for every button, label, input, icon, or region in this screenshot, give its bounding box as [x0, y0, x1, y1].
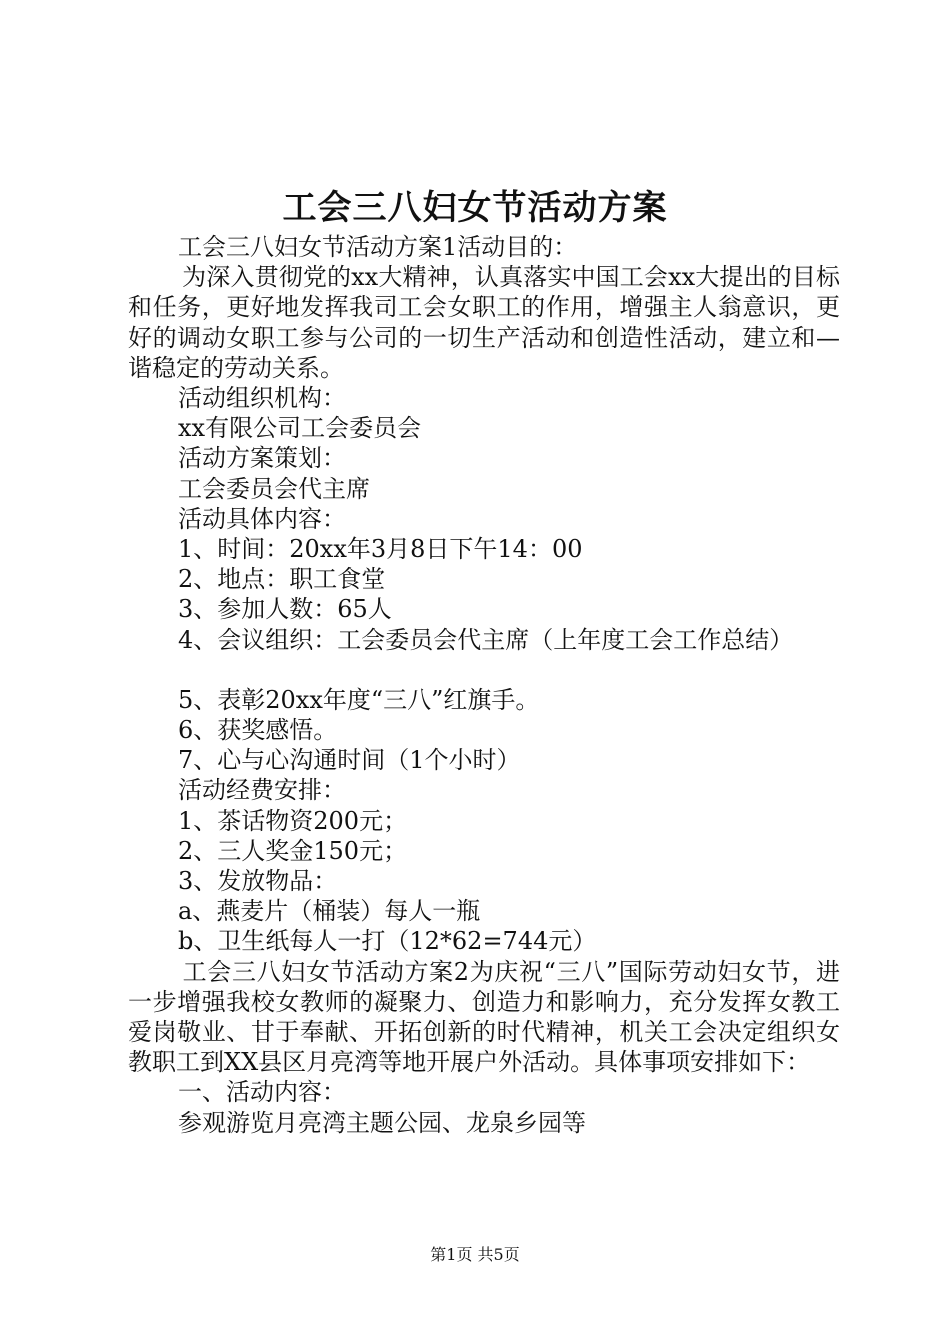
content-heading: 活动具体内容： [178, 504, 346, 533]
page-footer: 第1页 共5页 [430, 1245, 520, 1264]
budget-item-goods: 3、发放物品： [178, 867, 338, 895]
content-item-place: 2、地点：职工食堂 [178, 565, 386, 594]
budget-subitem-oats: a、燕麦片（桶装）每人一瓶 [178, 897, 481, 926]
plan-2-paragraph: 工会三八妇女节活动方案2为庆祝“三八”国际劳动妇女节，进一步增强我校女教师的凝聚力、创造力和影响力，充分发挥女教工爱岗敬业、甘于奉献、开拓创新的时代精神，机关工会决定组织女教职工到XX县区月亮湾等地开展户外活动。具体事项安排如下： [128, 957, 840, 1077]
document-title: 工会三八妇女节活动方案 [282, 188, 668, 228]
document-body [128, 232, 840, 1138]
budget-heading: 活动经费安排： [178, 776, 346, 805]
plan-1-heading: 工会三八妇女节活动方案1活动目的： [178, 233, 578, 261]
content-item-meeting: 4、会议组织：工会委员会代主席（上年度工会工作总结） [178, 625, 794, 654]
content-item-speech: 6、获奖感悟。 [178, 716, 338, 745]
org-value: xx有限公司工会委员会 [178, 414, 422, 443]
org-heading: 活动组织机构： [178, 384, 346, 412]
budget-item-bonus: 2、三人奖金150元； [178, 836, 408, 865]
planner-heading: 活动方案策划： [178, 444, 346, 473]
content-item-time: 1、时间：20xx年3月8日下午14：00 [178, 534, 583, 563]
content-item-communication: 7、心与心沟通时间（1个小时） [178, 746, 521, 775]
plan-2-content-value: 参观游览月亮湾主题公园、龙泉乡园等 [178, 1108, 586, 1137]
purpose-paragraph: 为深入贯彻党的xx大精神，认真落实中国工会xx大提出的目标和任务，更好地发挥我司工会女职工的作用，增强主人翁意识，更好的调动女职工参与公司的一切生产活动和创造性活动，建立和—谐稳定的劳动关系。 [128, 263, 840, 382]
budget-item-tea: 1、茶话物资200元； [178, 806, 408, 835]
content-item-award: 5、表彰20xx年度“三八”红旗手。 [178, 685, 540, 714]
planner-value: 工会委员会代主席 [178, 474, 370, 503]
content-item-attendees: 3、参加人数：65人 [178, 595, 392, 624]
blank-line [128, 655, 840, 685]
budget-subitem-tissue: b、卫生纸每人一打（12*62=744元） [178, 927, 597, 956]
plan-2-content-heading: 一、活动内容： [178, 1078, 346, 1107]
